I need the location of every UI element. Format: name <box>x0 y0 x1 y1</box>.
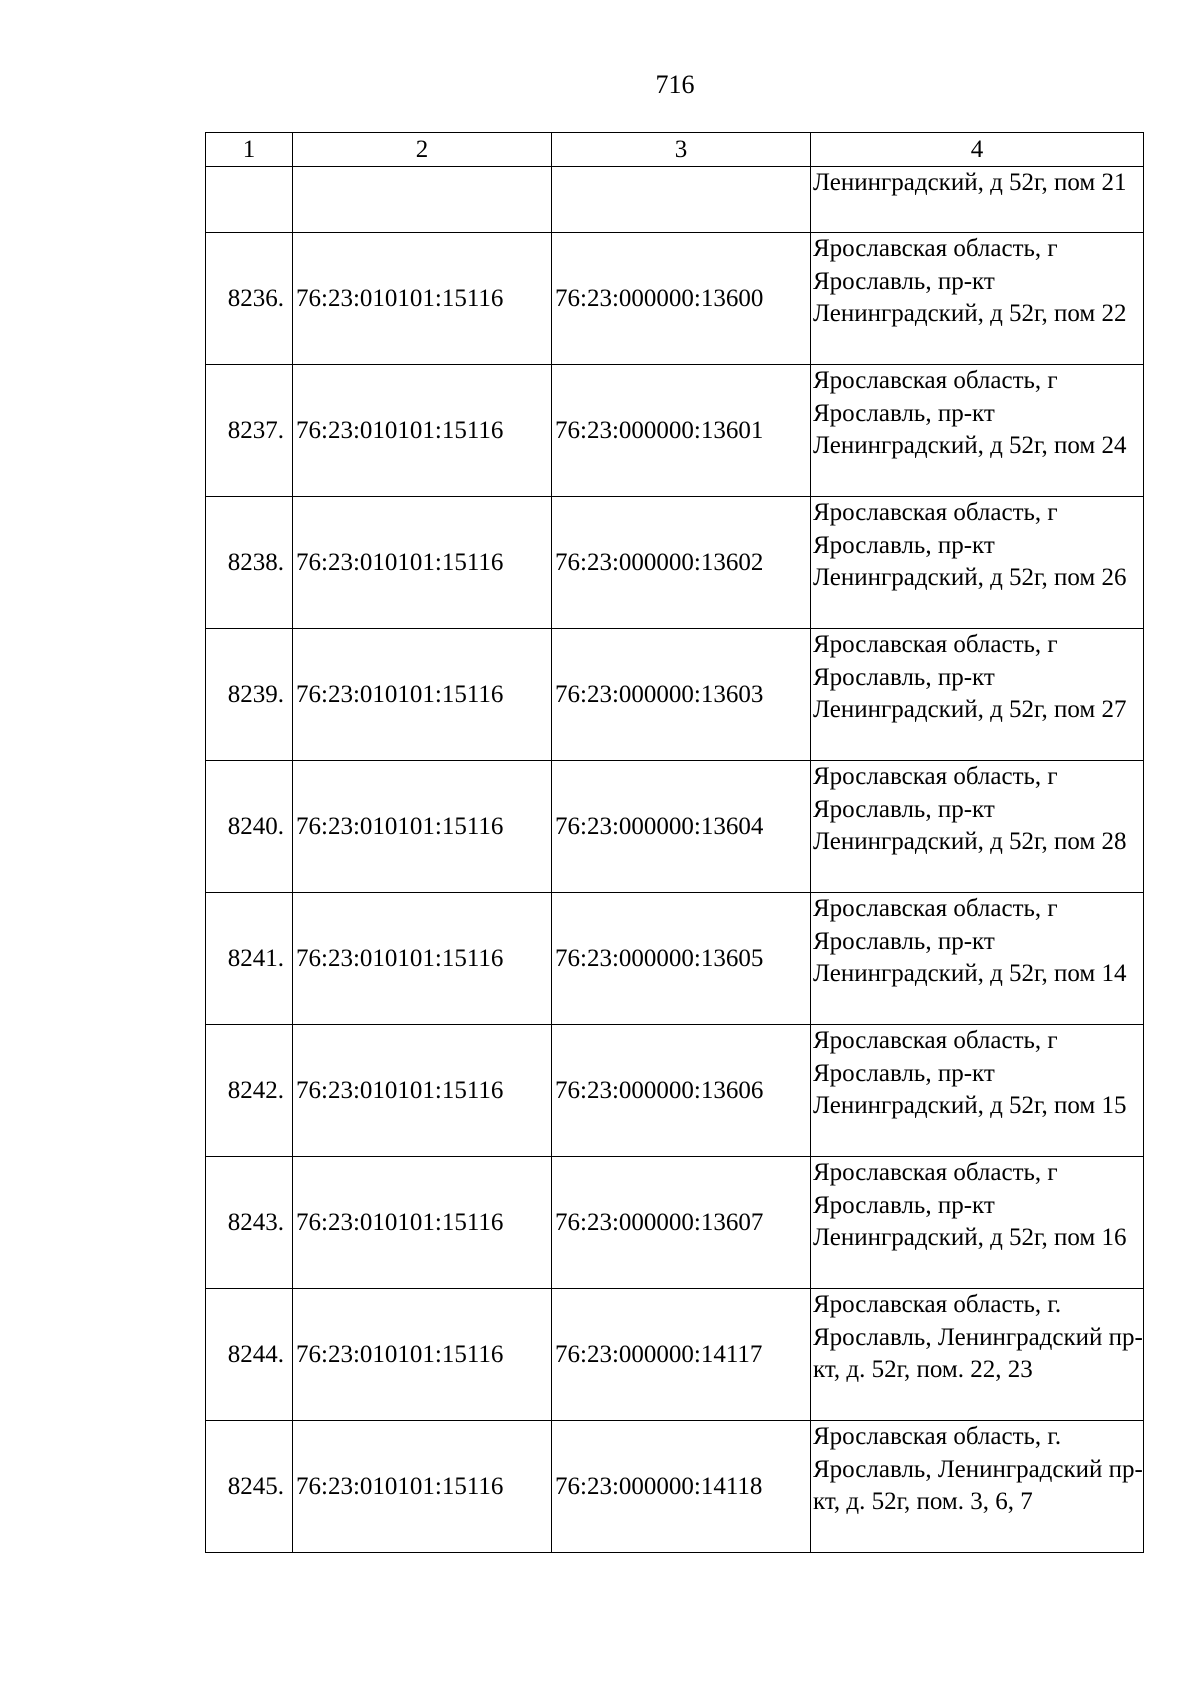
table-row <box>206 761 1144 893</box>
header-col-3: 3 <box>552 133 811 167</box>
row-number-cell <box>206 167 293 233</box>
parcel-number-cell <box>293 167 552 233</box>
row-number-cell: 8239. <box>206 629 293 761</box>
header-row <box>206 133 1144 167</box>
object-number-cell: 76:23:000000:13601 <box>552 365 811 497</box>
page-number: 716 <box>655 70 695 99</box>
object-number-cell: 76:23:000000:13602 <box>552 497 811 629</box>
row-number-cell: 8241. <box>206 893 293 1025</box>
row-number-cell: 8244. <box>206 1289 293 1421</box>
parcel-number-cell: 76:23:010101:15116 <box>293 497 552 629</box>
object-number-cell: 76:23:000000:14117 <box>552 1289 811 1421</box>
row-number-cell: 8243. <box>206 1157 293 1289</box>
table-row <box>206 629 1144 761</box>
address-cell: Ярославская область, г Ярославль, пр-кт Ленинградский, д 52г, пом 15 <box>811 1025 1144 1157</box>
object-number-cell: 76:23:000000:13606 <box>552 1025 811 1157</box>
row-number-cell: 8245. <box>206 1421 293 1553</box>
object-number-cell: 76:23:000000:13604 <box>552 761 811 893</box>
address-cell: Ярославская область, г. Ярославль, Ленинградский пр-кт, д. 52г, пом. 22, 23 <box>811 1289 1144 1421</box>
object-number-cell: 76:23:000000:13603 <box>552 629 811 761</box>
header-col-4: 4 <box>811 133 1144 167</box>
address-cell: Ленинградский, д 52г, пом 21 <box>811 167 1144 233</box>
table-row <box>206 1025 1144 1157</box>
table-row <box>206 893 1144 1025</box>
row-number-cell: 8240. <box>206 761 293 893</box>
object-number-cell: 76:23:000000:13607 <box>552 1157 811 1289</box>
address-cell: Ярославская область, г Ярославль, пр-кт Ленинградский, д 52г, пом 28 <box>811 761 1144 893</box>
parcel-number-cell: 76:23:010101:15116 <box>293 1157 552 1289</box>
table-row <box>206 1421 1144 1553</box>
object-number-cell: 76:23:000000:13605 <box>552 893 811 1025</box>
header-col-1: 1 <box>206 133 293 167</box>
row-number-cell: 8236. <box>206 233 293 365</box>
address-cell: Ярославская область, г. Ярославль, Ленинградский пр-кт, д. 52г, пом. 3, 6, 7 <box>811 1421 1144 1553</box>
address-cell: Ярославская область, г Ярославль, пр-кт Ленинградский, д 52г, пом 22 <box>811 233 1144 365</box>
parcel-number-cell: 76:23:010101:15116 <box>293 1289 552 1421</box>
row-number-cell: 8237. <box>206 365 293 497</box>
parcel-number-cell: 76:23:010101:15116 <box>293 1421 552 1553</box>
address-cell: Ярославская область, г Ярославль, пр-кт Ленинградский, д 52г, пом 27 <box>811 629 1144 761</box>
address-cell: Ярославская область, г Ярославль, пр-кт Ленинградский, д 52г, пом 16 <box>811 1157 1144 1289</box>
parcel-number-cell: 76:23:010101:15116 <box>293 233 552 365</box>
table-row <box>206 1157 1144 1289</box>
parcel-number-cell: 76:23:010101:15116 <box>293 365 552 497</box>
table-row <box>206 365 1144 497</box>
row-number-cell: 8242. <box>206 1025 293 1157</box>
row-number-cell: 8238. <box>206 497 293 629</box>
table-row <box>206 1289 1144 1421</box>
address-cell: Ярославская область, г Ярославль, пр-кт Ленинградский, д 52г, пом 14 <box>811 893 1144 1025</box>
parcel-number-cell: 76:23:010101:15116 <box>293 893 552 1025</box>
object-number-cell <box>552 167 811 233</box>
table-header <box>206 133 1144 167</box>
address-cell: Ярославская область, г Ярославль, пр-кт Ленинградский, д 52г, пом 26 <box>811 497 1144 629</box>
continuation-row <box>206 167 1144 233</box>
object-number-cell: 76:23:000000:14118 <box>552 1421 811 1553</box>
parcel-number-cell: 76:23:010101:15116 <box>293 629 552 761</box>
address-cell: Ярославская область, г Ярославль, пр-кт Ленинградский, д 52г, пом 24 <box>811 365 1144 497</box>
header-col-2: 2 <box>293 133 552 167</box>
table-row <box>206 233 1144 365</box>
parcel-number-cell: 76:23:010101:15116 <box>293 1025 552 1157</box>
registry-table <box>205 132 1144 1553</box>
table-row <box>206 497 1144 629</box>
object-number-cell: 76:23:000000:13600 <box>552 233 811 365</box>
parcel-number-cell: 76:23:010101:15116 <box>293 761 552 893</box>
